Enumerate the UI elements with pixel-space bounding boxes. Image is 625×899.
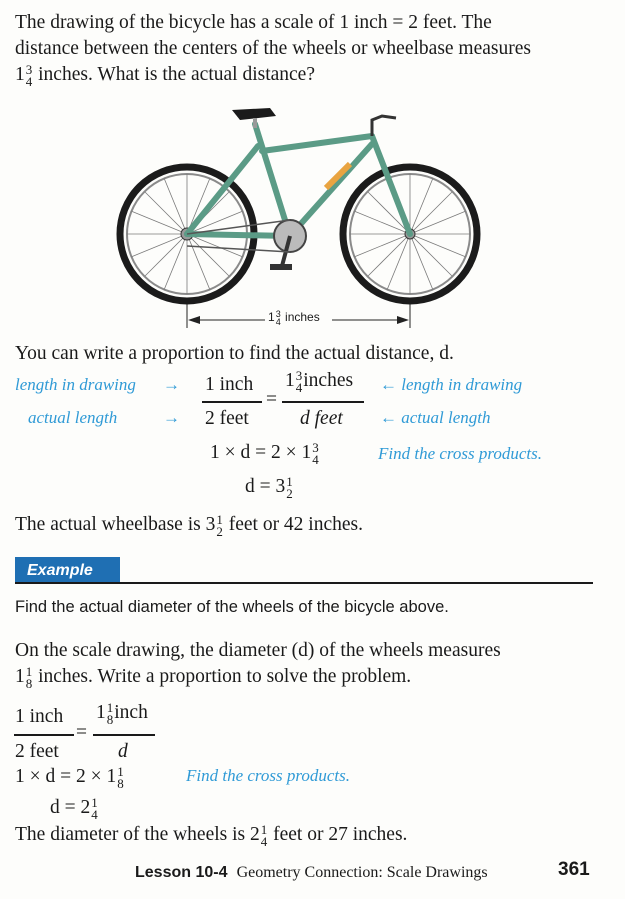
arrow-right-2: →: [163, 408, 180, 427]
example-line-1: On the scale drawing, the diameter (d) of the wheels measures: [15, 640, 501, 661]
example-frac2-top: 1 1 8 inch: [96, 699, 148, 727]
mixed-fraction: 3 4: [25, 61, 33, 89]
cross-product-equation: 1 × d = 2 × 1 3 4: [210, 439, 319, 467]
example-cross-equation: 1 × d = 2 × 1 1 8: [15, 763, 124, 791]
page-number: 361: [558, 859, 590, 880]
example-fraction-bar-2: [93, 734, 155, 736]
fraction-bar-2: [282, 401, 364, 403]
lesson-number: Lesson 10-4: [135, 864, 228, 881]
intro-line-3: 1 3 4 inches. What is the actual distance?: [15, 61, 315, 89]
wheelbase-conclusion: The actual wheelbase is 3 1 2 feet or 42 inches.: [15, 511, 364, 539]
intro-line-2: distance between the centers of the wheels or wheelbase measures: [15, 38, 531, 59]
example-frac2-bottom: d: [118, 741, 128, 762]
intro-line-1: The drawing of the bicycle has a scale of 1 inch = 2 feet. The: [15, 12, 492, 33]
example-fraction-bar-1: [14, 734, 74, 736]
label-length-in-drawing-left: length in drawing: [15, 375, 136, 394]
label-actual-length-left: actual length: [28, 408, 118, 427]
fraction-bar-1: [202, 401, 262, 403]
example-result-equation: d = 2 1 4: [50, 794, 98, 822]
example-question: Find the actual diameter of the wheels of the bicycle above.: [15, 598, 449, 616]
example-frac1-top: 1 inch: [15, 706, 64, 727]
example-divider: [15, 582, 593, 584]
lesson-title: Geometry Connection: Scale Drawings: [236, 864, 488, 881]
label-actual-length-right: ← actual length: [380, 408, 491, 427]
equals-sign: =: [266, 389, 277, 410]
page-footer: [135, 862, 488, 882]
example-cross-note: Find the cross products.: [186, 766, 351, 785]
label-length-in-drawing-right: ← length in drawing: [380, 375, 523, 394]
example-answer: The diameter of the wheels is 2 1 4 feet or 27 inches.: [15, 821, 408, 849]
frac2-bottom: d feet: [300, 408, 343, 429]
example-frac1-bottom: 2 feet: [15, 741, 59, 762]
example-equals-sign: =: [76, 722, 87, 743]
cross-products-note: Find the cross products.: [378, 444, 543, 463]
frac2-top: 1 3 4 inches: [285, 367, 354, 395]
arrow-right-1: →: [163, 375, 180, 394]
example-tag: Example: [15, 557, 120, 584]
frac1-top: 1 inch: [205, 374, 254, 395]
example-line-2: 1 1 8 inches. Write a proportion to solve the problem.: [15, 663, 412, 691]
bicycle-illustration: [110, 96, 490, 331]
proportion-lead: You can write a proportion to find the actual distance, d.: [15, 343, 454, 364]
frac1-bottom: 2 feet: [205, 408, 249, 429]
wheelbase-label: 1 3 4 inches: [268, 309, 320, 327]
handlebar: [372, 116, 396, 136]
result-equation: d = 3 1 2: [245, 473, 293, 501]
